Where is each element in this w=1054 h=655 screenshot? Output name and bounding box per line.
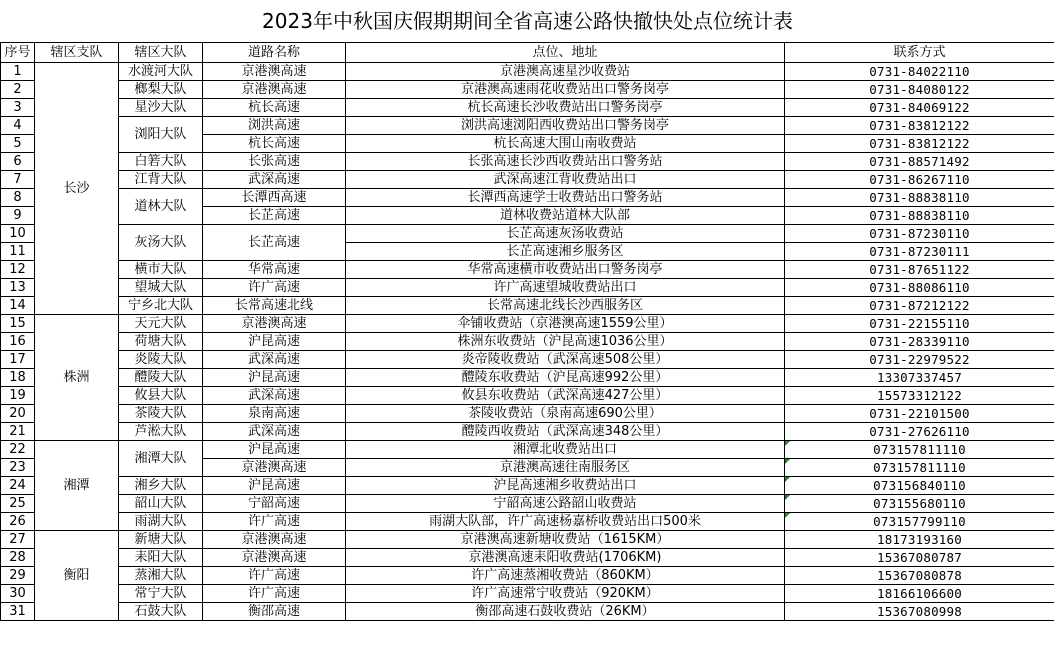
cell-contact[interactable]: 0731-84069122	[785, 99, 1054, 117]
cell-no[interactable]: 15	[1, 315, 35, 333]
cell-contact[interactable]: 13307337457	[785, 369, 1054, 387]
cell-no[interactable]: 27	[1, 531, 35, 549]
cell-contact[interactable]: 0731-87230110	[785, 225, 1054, 243]
cell-no[interactable]: 29	[1, 567, 35, 585]
cell-no[interactable]: 8	[1, 189, 35, 207]
cell-location[interactable]: 攸县东收费站（武深高速427公里）	[346, 387, 785, 405]
cell-contact[interactable]: 0731-22155110	[785, 315, 1054, 333]
cell-brigade[interactable]: 榔梨大队	[119, 81, 203, 99]
cell-contact[interactable]: 0731-22101500	[785, 405, 1054, 423]
cell-contact[interactable]: 15367080998	[785, 603, 1054, 621]
cell-brigade[interactable]: 炎陵大队	[119, 351, 203, 369]
cell-contact[interactable]: 0731-88838110	[785, 207, 1054, 225]
cell-contact[interactable]: 0731-83812122	[785, 135, 1054, 153]
cell-location[interactable]: 醴陵西收费站（武深高速348公里）	[346, 423, 785, 441]
cell-location[interactable]: 杭长高速长沙收费站出口警务岗亭	[346, 99, 785, 117]
cell-road[interactable]: 沪昆高速	[203, 369, 346, 387]
table-row	[1, 603, 1054, 621]
cell-location[interactable]: 炎帝陵收费站（武深高速508公里）	[346, 351, 785, 369]
table-row	[1, 387, 1054, 405]
cell-no[interactable]: 30	[1, 585, 35, 603]
cell-road[interactable]: 京港澳高速	[203, 315, 346, 333]
cell-location[interactable]: 京港澳高速雨花收费站出口警务岗亭	[346, 81, 785, 99]
cell-no[interactable]: 4	[1, 117, 35, 135]
table-row	[1, 477, 1054, 495]
cell-location[interactable]: 道林收费站道林大队部	[346, 207, 785, 225]
cell-brigade[interactable]: 水渡河大队	[119, 63, 203, 81]
cell-road[interactable]: 长常高速北线	[203, 297, 346, 315]
cell-no[interactable]: 20	[1, 405, 35, 423]
cell-road[interactable]: 长张高速	[203, 153, 346, 171]
header-cell-contact[interactable]: 联系方式	[785, 43, 1054, 63]
cell-brigade[interactable]: 白箬大队	[119, 153, 203, 171]
cell-location[interactable]: 衡邵高速石鼓收费站（26KM）	[346, 603, 785, 621]
cell-brigade[interactable]: 望城大队	[119, 279, 203, 297]
cell-brigade[interactable]: 常宁大队	[119, 585, 203, 603]
cell-no[interactable]: 23	[1, 459, 35, 477]
cell-brigade[interactable]: 横市大队	[119, 261, 203, 279]
table-row	[1, 117, 1054, 135]
cell-contact[interactable]: 0731-22979522	[785, 351, 1054, 369]
table-row	[1, 315, 1054, 333]
cell-location[interactable]: 长芷高速灰汤收费站	[346, 225, 785, 243]
header-cell-detachment[interactable]: 辖区支队	[35, 43, 119, 63]
table-row	[1, 585, 1054, 603]
cell-no[interactable]: 10	[1, 225, 35, 243]
cell-no[interactable]: 22	[1, 441, 35, 459]
cell-no[interactable]: 6	[1, 153, 35, 171]
cell-detachment[interactable]: 株洲	[35, 315, 119, 441]
table-row	[1, 261, 1054, 279]
cell-road[interactable]: 京港澳高速	[203, 459, 346, 477]
cell-road[interactable]: 沪昆高速	[203, 441, 346, 459]
cell-no[interactable]: 19	[1, 387, 35, 405]
cell-brigade[interactable]: 蒸湘大队	[119, 567, 203, 585]
header-cell-brigade[interactable]: 辖区大队	[119, 43, 203, 63]
cell-road[interactable]: 长潭西高速	[203, 189, 346, 207]
cell-brigade[interactable]: 醴陵大队	[119, 369, 203, 387]
cell-no[interactable]: 17	[1, 351, 35, 369]
cell-contact[interactable]: 0731-28339110	[785, 333, 1054, 351]
cell-contact[interactable]: 18173193160	[785, 531, 1054, 549]
cell-location[interactable]: 茶陵收费站（泉南高速690公里）	[346, 405, 785, 423]
cell-road[interactable]: 武深高速	[203, 423, 346, 441]
cell-road[interactable]: 武深高速	[203, 351, 346, 369]
cell-location[interactable]: 株洲东收费站（沪昆高速1036公里）	[346, 333, 785, 351]
cell-no[interactable]: 31	[1, 603, 35, 621]
header-cell-road[interactable]: 道路名称	[203, 43, 346, 63]
cell-location[interactable]: 沪昆高速湘乡收费站出口	[346, 477, 785, 495]
cell-road[interactable]: 长芷高速	[203, 207, 346, 225]
cell-road[interactable]: 沪昆高速	[203, 477, 346, 495]
cell-brigade[interactable]: 韶山大队	[119, 495, 203, 513]
cell-no[interactable]: 5	[1, 135, 35, 153]
cell-road[interactable]: 长芷高速	[203, 225, 346, 261]
cell-location[interactable]: 京港澳高速新塘收费站（1615KM）	[346, 531, 785, 549]
cell-detachment[interactable]: 衡阳	[35, 531, 119, 621]
cell-contact[interactable]: 0731-87651122	[785, 261, 1054, 279]
cell-detachment[interactable]: 长沙	[35, 63, 119, 315]
table-row	[1, 81, 1054, 99]
cell-brigade[interactable]: 灰汤大队	[119, 225, 203, 261]
cell-no[interactable]: 12	[1, 261, 35, 279]
cell-location[interactable]: 长常高速北线长沙西服务区	[346, 297, 785, 315]
cell-no[interactable]: 26	[1, 513, 35, 531]
cell-contact[interactable]: 073157811110	[785, 459, 1054, 477]
cell-brigade[interactable]: 浏阳大队	[119, 117, 203, 153]
cell-contact[interactable]: 0731-84022110	[785, 63, 1054, 81]
cell-road[interactable]: 京港澳高速	[203, 531, 346, 549]
cell-road[interactable]: 泉南高速	[203, 405, 346, 423]
cell-contact[interactable]: 0731-88571492	[785, 153, 1054, 171]
cell-road[interactable]: 沪昆高速	[203, 333, 346, 351]
table-row	[1, 99, 1054, 117]
cell-brigade[interactable]: 江背大队	[119, 171, 203, 189]
cell-brigade[interactable]: 新塘大队	[119, 531, 203, 549]
cell-contact[interactable]: 0731-86267110	[785, 171, 1054, 189]
cell-no[interactable]: 24	[1, 477, 35, 495]
cell-brigade[interactable]: 芦淞大队	[119, 423, 203, 441]
table-row	[1, 405, 1054, 423]
cell-no[interactable]: 14	[1, 297, 35, 315]
cell-road[interactable]: 华常高速	[203, 261, 346, 279]
cell-location[interactable]: 浏洪高速浏阳西收费站出口警务岗亭	[346, 117, 785, 135]
table-row	[1, 171, 1054, 189]
header-cell-no[interactable]: 序号	[1, 43, 35, 63]
cell-road[interactable]: 武深高速	[203, 171, 346, 189]
cell-no[interactable]: 18	[1, 369, 35, 387]
cell-brigade[interactable]: 天元大队	[119, 315, 203, 333]
cell-brigade[interactable]: 耒阳大队	[119, 549, 203, 567]
cell-location[interactable]: 长芷高速湘乡服务区	[346, 243, 785, 261]
table-row	[1, 423, 1054, 441]
cell-location[interactable]: 华常高速横市收费站出口警务岗亭	[346, 261, 785, 279]
table-row	[1, 513, 1054, 531]
cell-road[interactable]: 杭长高速	[203, 99, 346, 117]
cell-contact[interactable]: 0731-27626110	[785, 423, 1054, 441]
cell-location[interactable]: 长张高速长沙西收费站出口警务站	[346, 153, 785, 171]
table-row	[1, 297, 1054, 315]
cell-no[interactable]: 11	[1, 243, 35, 261]
cell-road[interactable]: 京港澳高速	[203, 63, 346, 81]
cell-brigade[interactable]: 荷塘大队	[119, 333, 203, 351]
cell-location[interactable]: 雨湖大队部，许广高速杨嘉桥收费站出口500米	[346, 513, 785, 531]
cell-road[interactable]: 许广高速	[203, 567, 346, 585]
cell-contact[interactable]: 0731-87230111	[785, 243, 1054, 261]
cell-contact[interactable]: 073157799110	[785, 513, 1054, 531]
table-row	[1, 279, 1054, 297]
cell-road[interactable]: 许广高速	[203, 585, 346, 603]
cell-location[interactable]: 长潭西高速学士收费站出口警务站	[346, 189, 785, 207]
cell-location[interactable]: 京港澳高速星沙收费站	[346, 63, 785, 81]
cell-location[interactable]: 宁韶高速公路韶山收费站	[346, 495, 785, 513]
cell-no[interactable]: 7	[1, 171, 35, 189]
cell-brigade[interactable]: 星沙大队	[119, 99, 203, 117]
cell-contact[interactable]: 0731-83812122	[785, 117, 1054, 135]
cell-no[interactable]: 16	[1, 333, 35, 351]
cell-contact[interactable]: 073157811110	[785, 441, 1054, 459]
table-title[interactable]: 2023年中秋国庆假期期间全省高速公路快撤快处点位统计表	[1, 0, 1054, 43]
cell-no[interactable]: 21	[1, 423, 35, 441]
cell-contact[interactable]: 0731-87212122	[785, 297, 1054, 315]
cell-no[interactable]: 3	[1, 99, 35, 117]
cell-brigade[interactable]: 雨湖大队	[119, 513, 203, 531]
cell-contact[interactable]: 15573312122	[785, 387, 1054, 405]
cell-contact[interactable]: 18166106600	[785, 585, 1054, 603]
cell-location[interactable]: 许广高速常宁收费站（920KM）	[346, 585, 785, 603]
cell-road[interactable]: 京港澳高速	[203, 81, 346, 99]
table-row	[1, 567, 1054, 585]
table-row	[1, 333, 1054, 351]
cell-road[interactable]: 武深高速	[203, 387, 346, 405]
cell-location[interactable]: 湘潭北收费站出口	[346, 441, 785, 459]
cell-location[interactable]: 醴陵东收费站（沪昆高速992公里）	[346, 369, 785, 387]
cell-brigade[interactable]: 道林大队	[119, 189, 203, 225]
cell-brigade[interactable]: 湘乡大队	[119, 477, 203, 495]
cell-no[interactable]: 1	[1, 63, 35, 81]
cell-contact[interactable]: 15367080878	[785, 567, 1054, 585]
cell-contact[interactable]: 073155680110	[785, 495, 1054, 513]
cell-location[interactable]: 杭长高速大围山南收费站	[346, 135, 785, 153]
cell-no[interactable]: 9	[1, 207, 35, 225]
table-row	[1, 549, 1054, 567]
cell-road[interactable]: 京港澳高速	[203, 549, 346, 567]
cell-road[interactable]: 衡邵高速	[203, 603, 346, 621]
table-row	[1, 351, 1054, 369]
cell-road[interactable]: 浏洪高速	[203, 117, 346, 135]
cell-road[interactable]: 宁韶高速	[203, 495, 346, 513]
cell-road[interactable]: 许广高速	[203, 279, 346, 297]
cell-detachment[interactable]: 湘潭	[35, 441, 119, 531]
cell-location[interactable]: 伞铺收费站（京港澳高速1559公里）	[346, 315, 785, 333]
table-row	[1, 369, 1054, 387]
cell-brigade[interactable]: 石鼓大队	[119, 603, 203, 621]
cell-brigade[interactable]: 茶陵大队	[119, 405, 203, 423]
table-row	[1, 441, 1054, 459]
table-row	[1, 189, 1054, 207]
table-row	[1, 63, 1054, 81]
cell-location[interactable]: 武深高速江背收费站出口	[346, 171, 785, 189]
cell-location[interactable]: 京港澳高速耒阳收费站(1706KM)	[346, 549, 785, 567]
cell-no[interactable]: 25	[1, 495, 35, 513]
cell-road[interactable]: 杭长高速	[203, 135, 346, 153]
cell-brigade[interactable]: 宁乡北大队	[119, 297, 203, 315]
cell-no[interactable]: 2	[1, 81, 35, 99]
table-row	[1, 153, 1054, 171]
cell-contact[interactable]: 073156840110	[785, 477, 1054, 495]
cell-contact[interactable]: 0731-88086110	[785, 279, 1054, 297]
cell-location[interactable]: 许广高速望城收费站出口	[346, 279, 785, 297]
table-row	[1, 225, 1054, 243]
cell-no[interactable]: 13	[1, 279, 35, 297]
cell-road[interactable]: 许广高速	[203, 513, 346, 531]
cell-location[interactable]: 许广高速蒸湘收费站（860KM）	[346, 567, 785, 585]
table-row	[1, 531, 1054, 549]
cell-contact[interactable]: 15367080787	[785, 549, 1054, 567]
cell-contact[interactable]: 0731-84080122	[785, 81, 1054, 99]
cell-location[interactable]: 京港澳高速往南服务区	[346, 459, 785, 477]
header-cell-location[interactable]: 点位、地址	[346, 43, 785, 63]
cell-no[interactable]: 28	[1, 549, 35, 567]
cell-contact[interactable]: 0731-88838110	[785, 189, 1054, 207]
cell-brigade[interactable]: 湘潭大队	[119, 441, 203, 477]
cell-brigade[interactable]: 攸县大队	[119, 387, 203, 405]
table-row	[1, 495, 1054, 513]
